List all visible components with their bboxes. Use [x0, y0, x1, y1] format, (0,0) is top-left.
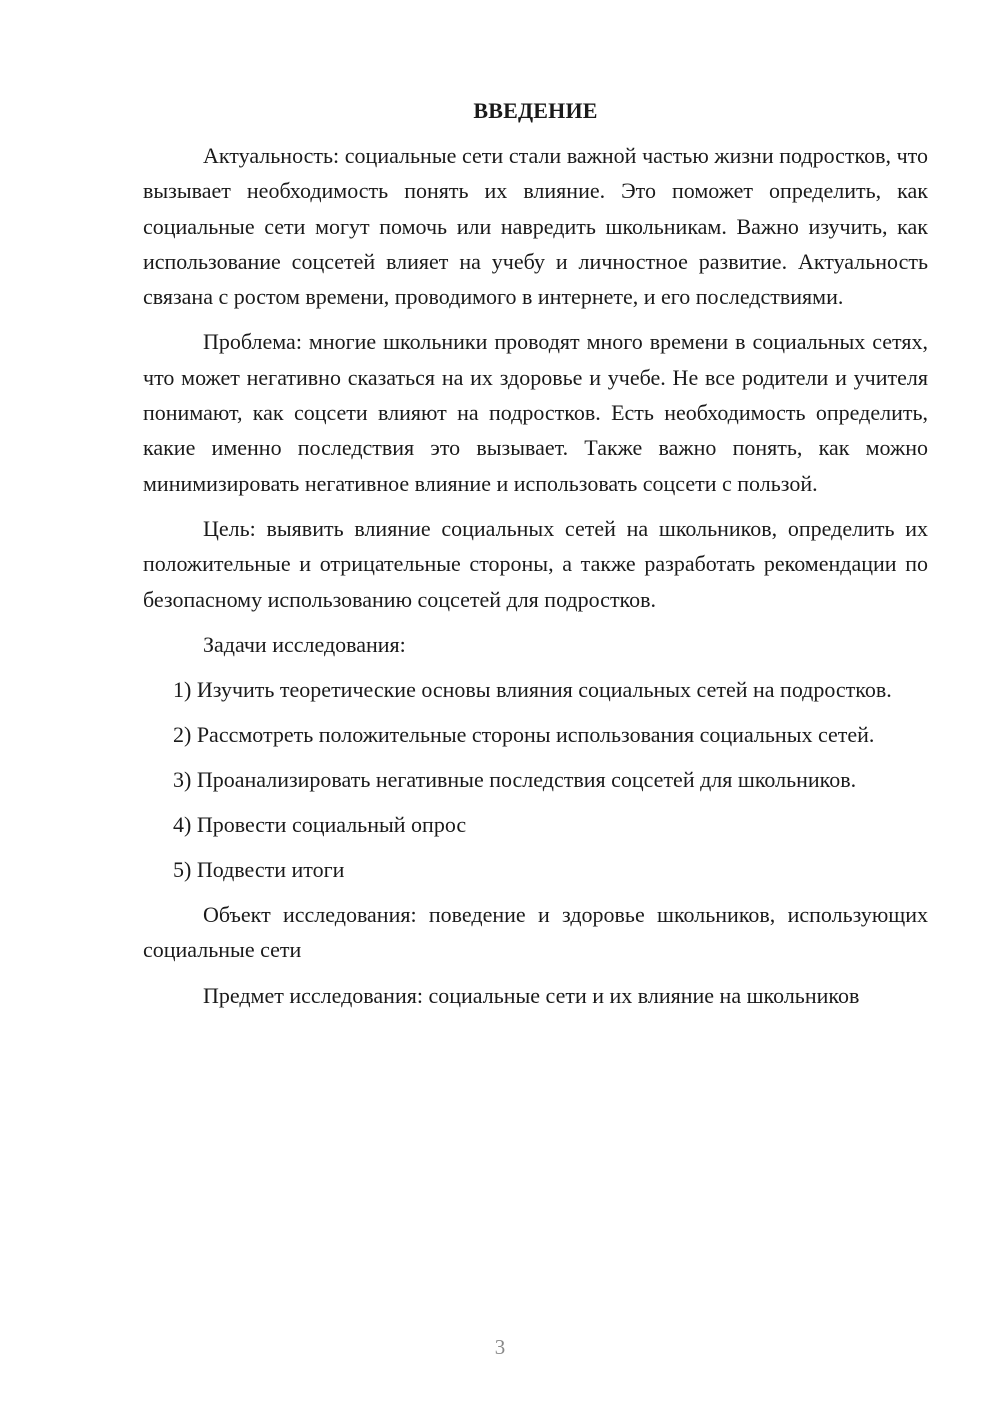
- task-item-4: 4) Провести социальный опрос: [173, 812, 467, 838]
- tasks-heading: Задачи исследования:: [203, 631, 406, 657]
- page-content: [143, 96, 928, 1023]
- paragraph-goal: Цель: выявить влияние социальных сетей на школьников, определить их положительные и отрицательные стороны, а также разработать рекомендации по безопасному использованию соцсетей для подростков.: [143, 515, 928, 612]
- section-title: ВВЕДЕНИЕ: [473, 98, 598, 123]
- task-item-1: 1) Изучить теоретические основы влияния социальных сетей на подростков.: [173, 677, 892, 703]
- task-item-3: 3) Проанализировать негативные последствия соцсетей для школьников.: [173, 767, 857, 793]
- task-item-5: 5) Подвести итоги: [173, 857, 345, 883]
- page-number: 3: [494, 1335, 506, 1359]
- paragraph-object: Объект исследования: поведение и здоровье школьников, использующих социальные сети: [143, 902, 928, 963]
- paragraph-relevance: Актуальность: социальные сети стали важной частью жизни подростков, что вызывает необходимость понять их влияние. Это поможет определить, как социальные сети могут помочь или навредить школьникам. Важно изучить, как использование соцсетей влияет на учебу и личностное развитие. Актуальность связана с ростом времени, проводимого в интернете, и его последствиями.: [143, 143, 928, 310]
- task-item-2: 2) Рассмотреть положительные стороны использования социальных сетей.: [173, 722, 875, 748]
- paragraph-problem: Проблема: многие школьники проводят много времени в социальных сетях, что может негативно сказаться на их здоровье и учебе. Не все родители и учителя понимают, как соцсети влияют на подростков. Есть необходимость определить, какие именно последствия это вызывает. Также важно понять, как можно минимизировать негативное влияние и использовать соцсети с пользой.: [143, 329, 928, 496]
- paragraph-subject: Предмет исследования: социальные сети и их влияние на школьников: [203, 982, 860, 1008]
